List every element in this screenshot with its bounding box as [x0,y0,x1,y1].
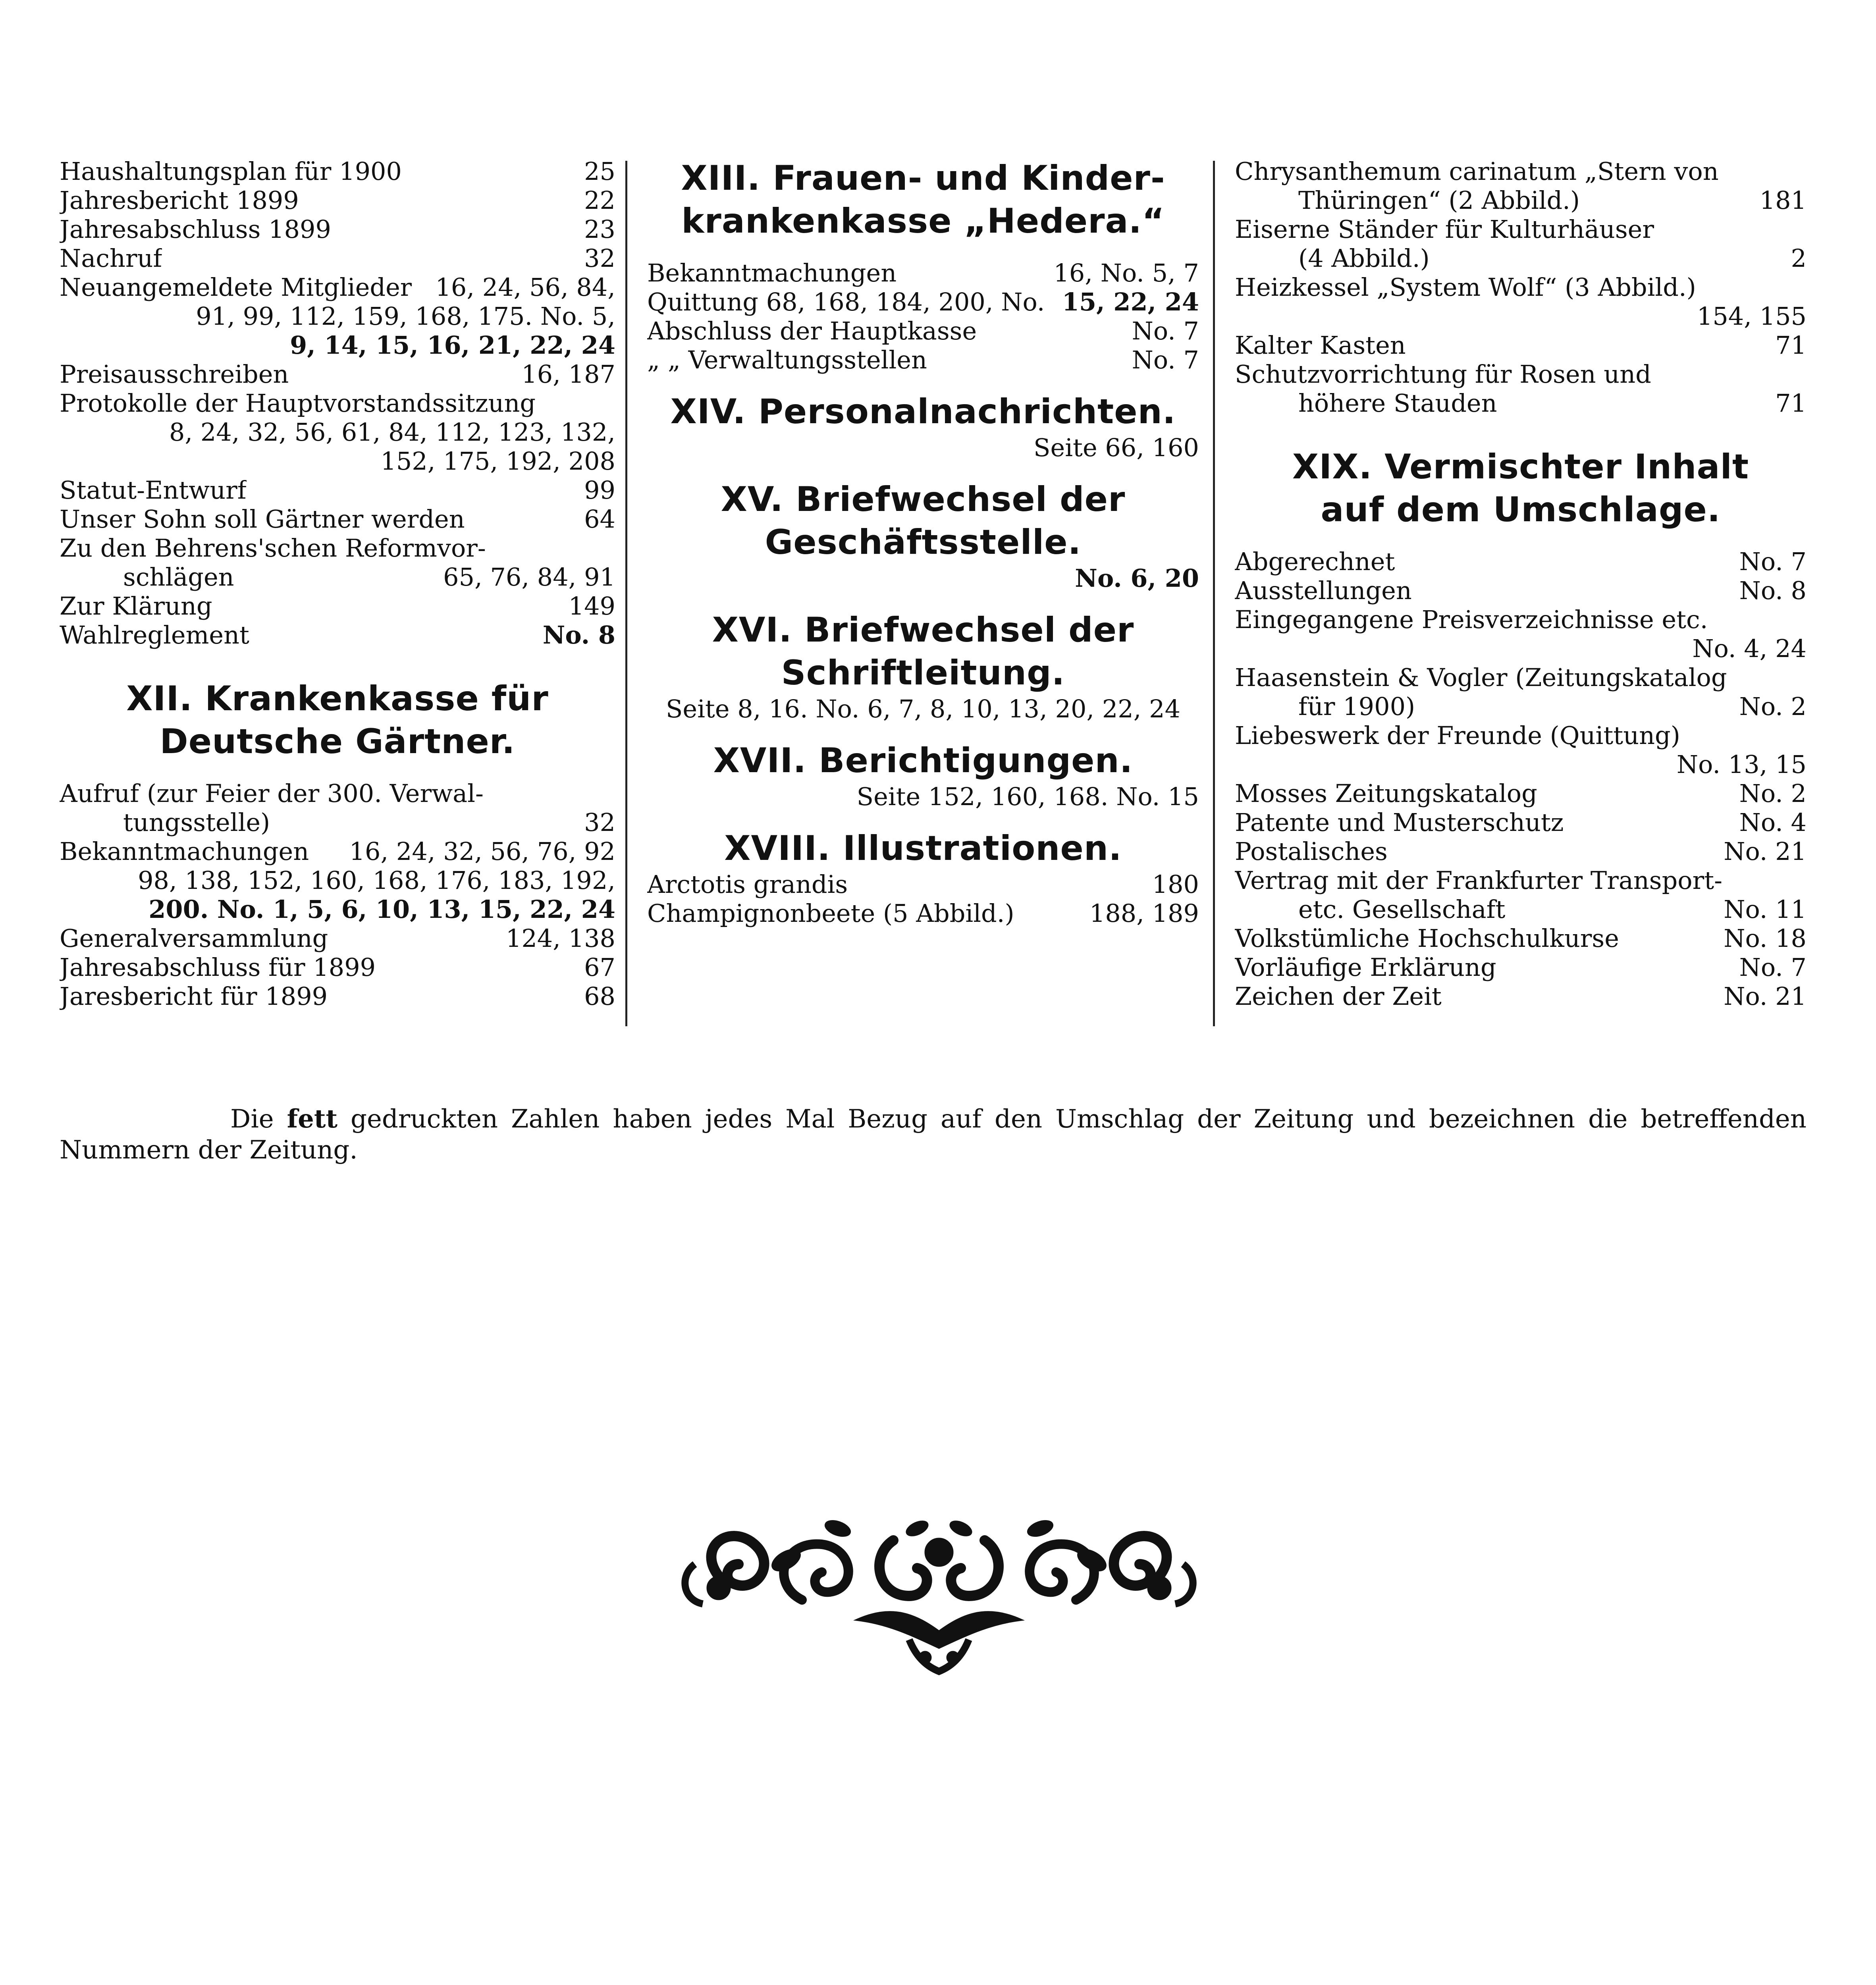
section-pages: Seite 152, 160, 168. No. 15 [856,782,1199,811]
entry-continuation: 154, 155 [1697,302,1807,331]
entry-pages: No. 11 [1724,895,1807,924]
entry-title: Ausstellungen [1235,576,1412,605]
entry-continuation-bold: 200. No. 1, 5, 6, 10, 13, 15, 22, 24 [148,895,615,924]
entry-continuation [1235,692,1807,721]
index-entry [60,924,615,953]
entry-title: Postalisches [1235,837,1388,866]
index-entry [1235,331,1807,360]
index-entry [1235,663,1807,692]
entry-pages: No. 8 [1739,576,1807,605]
entry-continuation: 91, 99, 112, 159, 168, 175. No. 5, [196,302,615,331]
entry-title: Jaresbericht für 1899 [60,982,328,1011]
index-entry [60,982,615,1011]
index-entry [60,779,615,808]
entry-pages: 68 [584,982,615,1011]
column-middle [625,157,1213,1030]
entry-pages: No. 7 [1132,316,1199,345]
index-entry [1235,157,1807,186]
entry-title: Champignonbeete (5 Abbild.) [647,899,1014,928]
entry-title: Haasenstein & Vogler (Zeitungskatalog [1235,663,1727,692]
footnote-bold-word: fett [287,1104,337,1134]
index-entry [60,476,615,505]
entry-continuation [60,808,615,837]
section-heading-xv-line2: Geschäftsstelle. [765,522,1082,562]
entry-pages: 67 [584,953,615,982]
entry-title: Eingegangene Preisverzeichnisse etc. [1235,605,1708,634]
index-entry [60,621,615,649]
section-pages: Seite 66, 160 [1033,433,1199,462]
entry-pages: 99 [584,476,615,505]
spacer [647,243,1199,258]
section-heading-xix-line2: auf dem Umschlage. [1321,490,1721,530]
index-entry [60,273,615,302]
entry-title: Mosses Zeitungskatalog [1235,779,1537,808]
index-entry [60,592,615,621]
entry-pages: 65, 76, 84, 91 [443,563,615,592]
spacer [647,462,1199,478]
entry-pages: No. 7 [1739,953,1807,982]
entry-title: Jahresabschluss für 1899 [60,953,376,982]
entry-pages: 149 [568,592,615,621]
entry-title: Arctotis grandis [647,870,848,899]
entry-pages: 32 [584,808,615,837]
decorative-ornament-icon [671,1505,1207,1675]
section-heading-xix: XIX. Vermischter Inhalt [1292,447,1749,487]
index-entry [60,186,615,215]
entry-title: Patente und Musterschutz [1235,808,1564,837]
footnote-post: gedruckten Zahlen haben jedes Mal Bezug auf den Umschlag der Zeitung und bezeichnen die betreffenden Nummern der Zeitung. [60,1104,1807,1165]
index-entry [647,316,1199,345]
entry-continuation-bold: 9, 14, 15, 16, 21, 22, 24 [290,331,615,360]
index-columns [60,157,1807,1030]
entry-title: für 1900) [1298,692,1415,721]
entry-title: Wahlreglement [60,621,249,649]
entry-title: Schutzvorrichtung für Rosen und [1235,360,1651,389]
entry-title: Eiserne Ständer für Kulturhäuser [1235,215,1654,244]
entry-pages: 180 [1152,870,1199,899]
entry-pages: No. 2 [1739,692,1807,721]
entry-title: Unser Sohn soll Gärtner werden [60,505,465,534]
section-heading-xiv: XIV. Personalnachrichten. [670,392,1176,432]
index-entry [1235,721,1807,750]
section-heading-xiii-line2: krankenkasse „Hedera.“ [681,201,1165,241]
entry-continuation [60,563,615,592]
index-entry [1235,779,1807,808]
section-heading-xvi-line2: Schriftleitung. [781,653,1065,693]
entry-continuation [1235,186,1807,215]
entry-pages: No. 21 [1724,982,1807,1011]
entry-title: „ „ Verwaltungsstellen [647,345,927,374]
entry-title: Statut-Entwurf [60,476,247,505]
index-entry [1235,547,1807,576]
index-entry [60,505,615,534]
section-pages: No. 6, 20 [1075,564,1199,593]
spacer [647,811,1199,827]
entry-title: höhere Stauden [1298,389,1497,418]
section-heading-xiii: XIII. Frauen- und Kinder- [681,158,1165,198]
entry-title: Zu den Behrens'schen Reformvor- [60,534,486,563]
entry-pages: 71 [1775,331,1807,360]
entry-pages: 188, 189 [1089,899,1199,928]
spacer [1235,531,1807,547]
entry-pages: No. 7 [1739,547,1807,576]
entry-title: Chrysanthemum carinatum „Stern von [1235,157,1719,186]
entry-continuation: 152, 175, 192, 208 [380,447,615,476]
index-entry [647,899,1199,928]
column-right [1213,157,1807,1030]
entry-title: Preisausschreiben [60,360,289,389]
index-entry [60,389,615,418]
entry-pages: 16, 24, 32, 56, 76, 92 [349,837,615,866]
index-entry [60,244,615,273]
entry-title: tungsstelle) [123,808,270,837]
entry-pages: 124, 138 [505,924,615,953]
entry-title: Quittung 68, 168, 184, 200, No. [647,287,1045,316]
entry-title: Haushaltungsplan für 1900 [60,157,402,186]
entry-title: Bekanntmachungen [647,258,897,287]
index-entry [647,258,1199,287]
entry-title: Generalversammlung [60,924,328,953]
section-heading-xvi: XVI. Briefwechsel der [712,610,1134,650]
entry-pages: 23 [584,215,615,244]
entry-title: Neuangemeldete Mitglieder [60,273,412,302]
entry-pages: 64 [584,505,615,534]
index-entry [60,837,615,866]
index-entry [1235,215,1807,244]
entry-pages: No. 18 [1724,924,1807,953]
column-left [60,157,625,1030]
entry-title: Protokolle der Hauptvorstandssitzung [60,389,536,418]
index-entry [1235,273,1807,302]
entry-title: Jahresabschluss 1899 [60,215,331,244]
index-entry [1235,808,1807,837]
index-entry [1235,953,1807,982]
index-entry [647,345,1199,374]
section-heading-xviii: XVIII. Illustrationen. [724,829,1122,868]
footnote-pre: Die [230,1104,274,1134]
spacer [60,649,615,677]
index-entry [1235,360,1807,389]
spacer [1235,418,1807,445]
entry-pages: 181 [1759,186,1807,215]
index-entry [1235,866,1807,895]
entry-continuation: 98, 138, 152, 160, 168, 176, 183, 192, [138,866,615,895]
entry-title: Abgerechnet [1235,547,1395,576]
entry-title: Vertrag mit der Frankfurter Transport- [1235,866,1723,895]
entry-pages: 16, 187 [521,360,615,389]
spacer [647,593,1199,609]
entry-title: schlägen [123,563,234,592]
entry-pages: No. 2 [1739,779,1807,808]
entry-continuation: No. 13, 15 [1676,750,1807,779]
index-entry [647,870,1199,899]
entry-pages: 15, 22, 24 [1062,287,1199,316]
index-entry [60,360,615,389]
spacer [60,763,615,779]
entry-continuation: 8, 24, 32, 56, 61, 84, 112, 123, 132, [169,418,615,447]
entry-title: Abschluss der Hauptkasse [647,316,977,345]
footnote [60,1104,1807,1166]
index-entry [1235,576,1807,605]
entry-title: Thüringen“ (2 Abbild.) [1298,186,1580,215]
index-entry [60,534,615,563]
entry-title: Nachruf [60,244,162,273]
index-entry [647,287,1199,316]
entry-continuation [1235,895,1807,924]
entry-title: Heizkessel „System Wolf“ (3 Abbild.) [1235,273,1696,302]
index-entry [1235,837,1807,866]
entry-pages: 2 [1791,244,1807,273]
entry-title: etc. Gesellschaft [1298,895,1506,924]
index-entry [1235,605,1807,634]
spacer [647,374,1199,390]
section-pages: Seite 8, 16. No. 6, 7, 8, 10, 13, 20, 22, 24 [665,694,1181,723]
index-entry [1235,982,1807,1011]
section-heading-xii: XII. Krankenkasse für [126,679,549,719]
entry-pages: 16, No. 5, 7 [1053,258,1199,287]
entry-pages: No. 8 [542,621,615,649]
entry-title: Volkstümliche Hochschulkurse [1235,924,1619,953]
index-entry [1235,924,1807,953]
entry-pages: 22 [584,186,615,215]
entry-pages: 32 [584,244,615,273]
section-heading-xii-line2: Deutsche Gärtner. [160,722,515,761]
entry-continuation [1235,244,1807,273]
section-heading-xvii: XVII. Berichtigungen. [713,741,1133,781]
entry-title: Aufruf (zur Feier der 300. Verwal- [60,779,484,808]
index-entry [60,953,615,982]
entry-title: Bekanntmachungen [60,837,309,866]
entry-title: Zeichen der Zeit [1235,982,1442,1011]
spacer [647,723,1199,739]
entry-title: (4 Abbild.) [1298,244,1430,273]
index-entry [60,157,615,186]
entry-title: Jahresbericht 1899 [60,186,299,215]
entry-title: Zur Klärung [60,592,212,621]
index-entry [60,215,615,244]
entry-pages: No. 7 [1132,345,1199,374]
entry-pages: No. 21 [1724,837,1807,866]
entry-title: Kalter Kasten [1235,331,1406,360]
entry-title: Liebeswerk der Freunde (Quittung) [1235,721,1680,750]
entry-pages: 16, 24, 56, 84, [435,273,615,302]
entry-pages: No. 4 [1739,808,1807,837]
entry-pages: 71 [1775,389,1807,418]
entry-pages: 25 [584,157,615,186]
entry-continuation [1235,389,1807,418]
entry-title: Vorläufige Erklärung [1235,953,1496,982]
entry-continuation: No. 4, 24 [1692,634,1807,663]
section-heading-xv: XV. Briefwechsel der [721,480,1126,519]
